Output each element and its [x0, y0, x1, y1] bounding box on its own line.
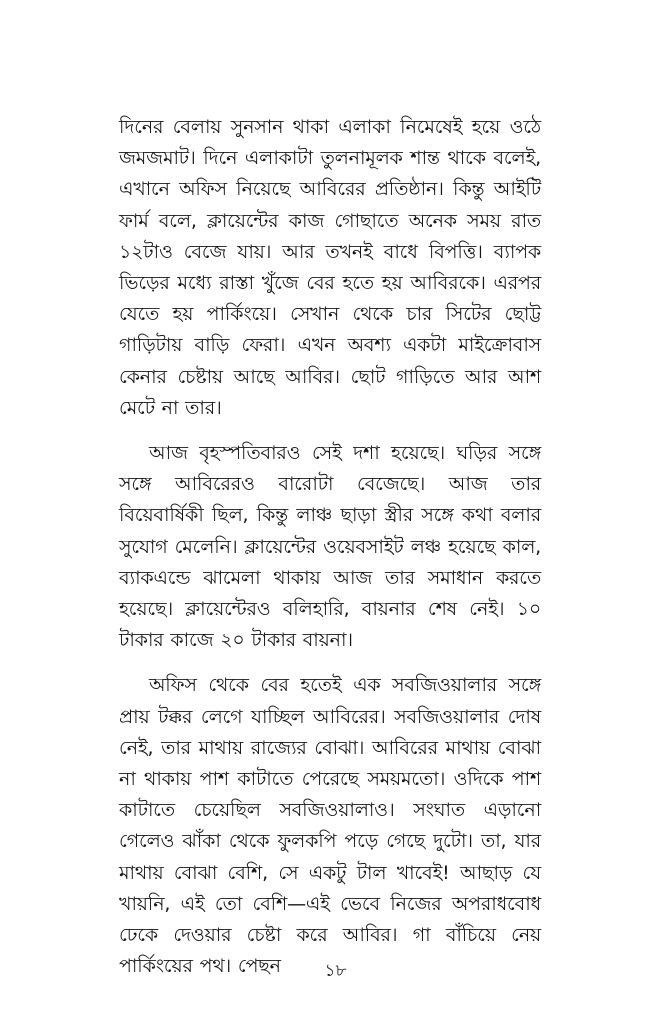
- paragraph-2: আজ বৃহস্পতিবারও সেই দশা হয়েছে। ঘড়ির সঙ্গে সঙ্গে আবিরেরও বারোটা বেজেছে। আজ তার বিয়েবার্ষিকী ছিল, কিন্তু লাঞ্চ ছাড়া স্ত্রীর সঙ্গে কথা বলার সুযোগ মেলেনি। ক্লায়েন্টের ওয়েবসাইট লঞ্চ হয়েছে কাল, ব্যাকএন্ডে ঝামেলা থাকায় আজ তার সমাধান করতে হয়েছে। ক্লায়েন্টেরও বলিহারি, বায়নার শেষ নেই। ১০ টাকার কাজে ২০ টাকার বায়না।: [119, 442, 541, 652]
- paragraph-3: অফিস থেকে বের হতেই এক সবজিওয়ালার সঙ্গে প্রায় টক্কর লেগে যাচ্ছিল আবিরের। সবজিওয়ালার দোষ নেই, তার মাথায় রাজ্যের বোঝা। আবিরের মাথায় বোঝা না থাকায় পাশ কাটাতে পেরেছে সময়মতো। ওদিকে পাশ কাটাতে চেয়েছিল সবজিওয়ালাও। সংঘাত এড়ানো গেলেও ঝাঁকা থেকে ফুলকপি পড়ে গেছে দুটো। তা, যার মাথায় বোঝা বেশি, সে একটু টাল খাবেই! আছাড় যে খায়নি, এই তো বেশি—এই ভেবে নিজের অপরাধবোধ ঢেকে দেওয়ার চেষ্টা করে আবির। গা বাঁচিয়ে নেয় পার্কিংয়ের পথ। পেছন: [119, 674, 541, 978]
- body-text: [119, 112, 541, 982]
- paragraph-1: দিনের বেলায় সুনসান থাকা এলাকা নিমেষেই হয়ে ওঠে জমজমাট। দিনে এলাকাটা তুলনামূলক শান্ত থাকে বলেই, এখানে অফিস নিয়েছে আবিরের প্রতিষ্ঠান। কিন্তু আইটি ফার্ম বলে, ক্লায়েন্টের কাজ গোছাতে অনেক সময় রাত ১২টাও বেজে যায়। আর তখনই বাধে বিপত্তি। ব্যাপক ভিড়ের মধ্যে রাস্তা খুঁজে বের হতে হয় আবিরকে। এরপর যেতে হয় পার্কিংয়ে। সেখান থেকে চার সিটের ছোট্ট গাড়িটায় বাড়ি ফেরা। এখন অবশ্য একটা মাইক্রোবাস কেনার চেষ্টায় আছে আবির। ছোট গাড়িতে আর আশ মেটে না তার।: [119, 116, 541, 419]
- page-number: ১৮: [324, 961, 347, 981]
